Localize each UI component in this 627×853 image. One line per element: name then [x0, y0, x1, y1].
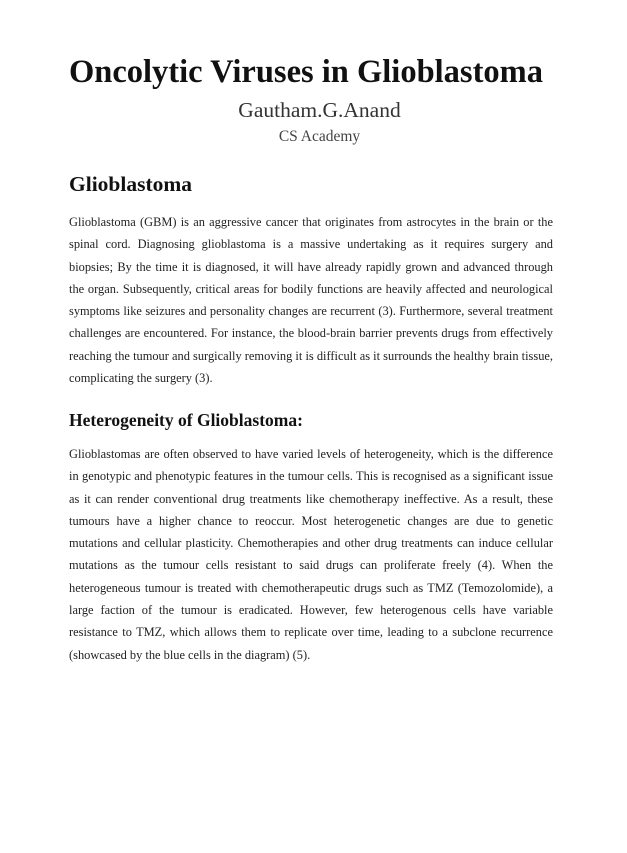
author-name: Gautham.G.Anand	[238, 98, 401, 122]
section-heading-glioblastoma: Glioblastoma	[69, 172, 193, 196]
author-affiliation: CS Academy	[278, 128, 361, 145]
document-title: Oncolytic Viruses in Glioblastoma	[69, 54, 543, 90]
section-heading-heterogeneity: Heterogeneity of Glioblastoma:	[69, 410, 303, 430]
section-paragraph-heterogeneity: Glioblastomas are often observed to have varied levels of heterogeneity, which is the difference in genotypic and phenotypic features in the tumour cells. This is recognised as a significant issue as it can render conventional drug treatments like chemotherapy ineffective. As a result, these tumours have a higher chance to reoccur. Most heterogenetic changes are due to genetic mutations and cellular plasticity. Chemotherapies and other drug treatments can induce cellular mutations as the tumour cells resistant to said drugs can proliferate freely (4). When the heterogeneous tumour is treated with chemotherapeutic drugs such as TMZ (Temozolomide), a large faction of the tumour is eradicated. However, few heterogenous cells have variable resistance to TMZ, which allows them to replicate over time, leading to a subclone recurrence (showcased by the blue cells in the diagram) (5).	[69, 447, 553, 662]
section-paragraph-glioblastoma: Glioblastoma (GBM) is an aggressive cancer that originates from astrocytes in the brain or the spinal cord. Diagnosing glioblastoma is a massive undertaking as it requires surgery and biopsies; By the time it is diagnosed, it will have already rapidly grown and advanced through the organ. Subsequently, critical areas for bodily functions are heavily affected and neurological symptoms like seizures and personality changes are recurrent (3). Furthermore, several treatment challenges are encountered. For instance, the blood-brain barrier prevents drugs from effectively reaching the tumour and surgically removing it is difficult as it surrounds the healthy brain tissue, complicating the surgery (3).	[69, 215, 553, 386]
